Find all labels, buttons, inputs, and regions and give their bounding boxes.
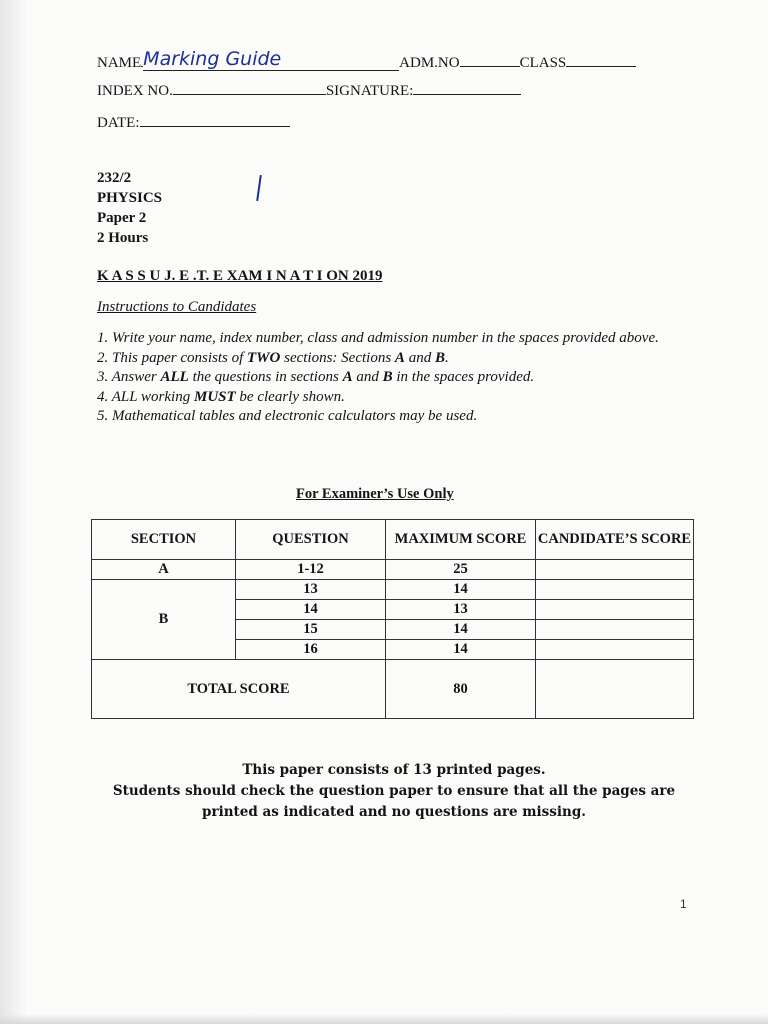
class-label: CLASS <box>519 55 567 71</box>
signature-label: SIGNATURE: <box>325 83 414 99</box>
cell-candidate[interactable] <box>536 600 694 620</box>
name-label: NAME <box>97 55 142 71</box>
paper-info <box>97 168 162 248</box>
cell-section: B <box>92 580 236 660</box>
adm-field[interactable] <box>460 52 520 67</box>
paper-code: 232/2 <box>97 170 132 186</box>
cell-candidate[interactable] <box>536 580 694 600</box>
total-candidate[interactable] <box>536 660 694 719</box>
total-max: 80 <box>386 660 536 719</box>
table-row <box>92 580 694 600</box>
instruction-item: 4. ALL working MUST be clearly shown. <box>97 388 345 405</box>
total-row <box>92 660 694 719</box>
instruction-item: 5. Mathematical tables and electronic calculators may be used. <box>97 408 478 424</box>
handwritten-tick-mark <box>256 175 262 201</box>
col-max-score: MAXIMUM SCORE <box>386 520 536 560</box>
footer-line: This paper consists of 13 printed pages. <box>242 762 546 778</box>
col-section: SECTION <box>92 520 236 560</box>
cell-max: 14 <box>386 640 536 660</box>
footer-note <box>90 760 698 823</box>
instructions-list <box>97 329 689 427</box>
cell-candidate[interactable] <box>536 620 694 640</box>
cell-max: 13 <box>386 600 536 620</box>
cell-candidate[interactable] <box>536 640 694 660</box>
date-row <box>97 112 290 132</box>
cell-max: 25 <box>386 560 536 580</box>
exam-title: K A S S U J. E .T. E XAM I N A T I ON 2019 <box>97 268 383 284</box>
footer-line: printed as indicated and no questions are missing. <box>202 804 586 820</box>
cell-question: 15 <box>236 620 386 640</box>
name-value[interactable]: Marking Guide <box>143 48 399 71</box>
score-table <box>91 519 694 719</box>
cell-section: A <box>92 560 236 580</box>
instructions-heading: Instructions to Candidates <box>97 299 257 315</box>
name-row <box>97 50 636 73</box>
cell-question: 1-12 <box>236 560 386 580</box>
col-question: QUESTION <box>236 520 386 560</box>
table-row <box>92 560 694 580</box>
instruction-item: 3. Answer ALL the questions in sections A and B in the spaces provided. <box>97 369 535 385</box>
paper-subject: PHYSICS <box>97 190 163 206</box>
instruction-item: 1. Write your name, index number, class and admission number in the spaces provided above. <box>97 330 659 346</box>
index-row <box>97 80 521 100</box>
col-candidate-score: CANDIDATE’S SCORE <box>536 520 694 560</box>
scan-edge-shadow <box>0 0 28 1024</box>
date-field[interactable] <box>140 112 290 127</box>
instruction-item: 2. This paper consists of TWO sections: Sections A and B. <box>97 349 449 366</box>
adm-label: ADM.NO <box>399 55 460 71</box>
cell-max: 14 <box>386 580 536 600</box>
cell-question: 16 <box>236 640 386 660</box>
page-number: 1 <box>680 897 687 911</box>
table-header-row <box>92 520 694 560</box>
cell-question: 14 <box>236 600 386 620</box>
scan-bottom-shadow <box>0 1014 768 1024</box>
cell-candidate[interactable] <box>536 560 694 580</box>
cell-max: 14 <box>386 620 536 640</box>
total-label: TOTAL SCORE <box>92 660 386 719</box>
index-label: INDEX NO. <box>97 83 173 99</box>
footer-line: Students should check the question paper to ensure that all the pages are <box>112 783 676 799</box>
class-field[interactable] <box>566 52 636 67</box>
signature-field[interactable] <box>413 80 521 95</box>
paper-number: Paper 2 <box>97 210 147 226</box>
paper-duration: 2 Hours <box>97 230 149 246</box>
index-field[interactable] <box>173 80 326 95</box>
examiner-heading: For Examiner’s Use Only <box>296 486 454 502</box>
cell-question: 13 <box>236 580 386 600</box>
date-label: DATE: <box>97 115 140 131</box>
